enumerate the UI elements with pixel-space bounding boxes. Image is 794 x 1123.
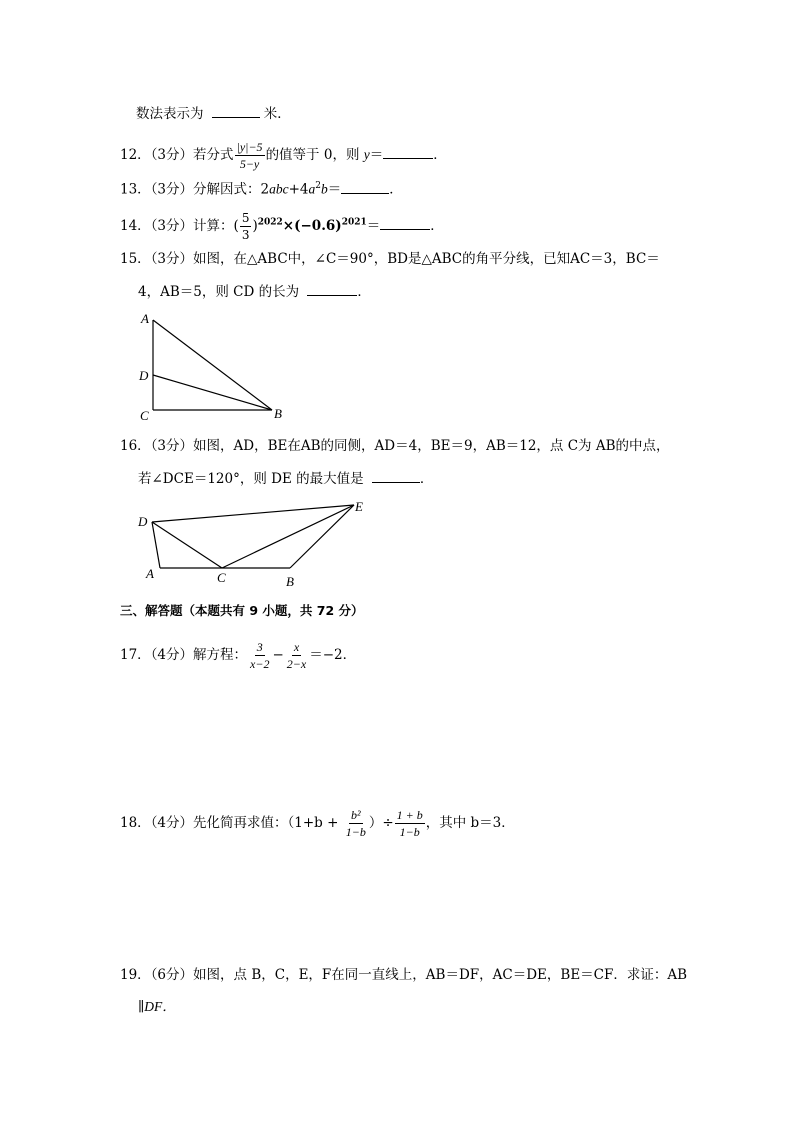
times-term: ×(−0.6) bbox=[282, 218, 342, 234]
label-a: A bbox=[141, 311, 149, 326]
question-score: （6分） bbox=[150, 967, 194, 983]
expr-part: abc bbox=[269, 181, 289, 197]
bisector-bd bbox=[153, 375, 272, 410]
answer-blank[interactable] bbox=[212, 104, 260, 118]
fraction-numerator: |y|−5 bbox=[236, 140, 263, 154]
question-number: 19． bbox=[120, 967, 151, 983]
period: ． bbox=[433, 147, 447, 163]
fraction bbox=[344, 808, 368, 839]
question-score: （3分） bbox=[150, 147, 194, 163]
question-number: 15． bbox=[120, 251, 151, 267]
period: ． bbox=[430, 218, 444, 234]
answer-blank[interactable] bbox=[341, 180, 389, 194]
equals: ＝ bbox=[366, 218, 381, 234]
answer-blank[interactable] bbox=[372, 469, 420, 483]
question-14 bbox=[120, 211, 444, 242]
fraction bbox=[248, 640, 271, 671]
question-17 bbox=[120, 640, 356, 671]
question-number: 14． bbox=[120, 218, 151, 234]
label-b: B bbox=[286, 574, 294, 589]
fraction-denominator: 1−b bbox=[345, 825, 366, 839]
paren-close: ) bbox=[252, 218, 258, 234]
question-score: （3分） bbox=[150, 438, 194, 454]
q19-text-2: ∥DF． bbox=[138, 999, 176, 1014]
variable: y bbox=[363, 147, 370, 162]
fraction-numerator: b² bbox=[350, 808, 361, 822]
q12-mid: 的值等于 0，则 bbox=[265, 147, 364, 163]
q12-prefix: 若分式 bbox=[193, 147, 234, 163]
question-16-line1 bbox=[120, 437, 670, 455]
quadrilateral-figure-q16 bbox=[130, 496, 380, 592]
expr-part: b bbox=[321, 181, 328, 197]
rhs: ＝−2． bbox=[309, 647, 357, 663]
q11-text: 数法表示为 bbox=[136, 106, 204, 122]
segment-dc bbox=[152, 522, 222, 568]
fraction-numerator: 5 bbox=[241, 211, 250, 225]
fraction bbox=[240, 211, 252, 242]
question-15-line1 bbox=[120, 250, 660, 268]
q18-prefix: 先化简再求值：（1+b + bbox=[193, 815, 343, 831]
question-score: （3分） bbox=[150, 218, 194, 234]
equals: ＝ bbox=[327, 181, 342, 198]
question-number: 13． bbox=[120, 181, 151, 198]
fraction-denominator: x−2 bbox=[250, 657, 270, 671]
question-score: （3分） bbox=[150, 181, 194, 198]
q13-prefix: 分解因式： bbox=[193, 181, 261, 198]
label-c: C bbox=[217, 570, 226, 585]
segment-da bbox=[152, 522, 160, 568]
q16-text: 如图，AD，BE在AB的同侧，AD＝4，BE＝9，AB＝12，点 C为 AB的中点， bbox=[193, 438, 670, 454]
question-score: （4分） bbox=[150, 815, 194, 831]
q17-prefix: 解方程： bbox=[193, 647, 248, 663]
answer-blank[interactable] bbox=[380, 216, 430, 230]
fraction-denominator: 5−y bbox=[239, 157, 260, 171]
question-19-line2 bbox=[138, 998, 176, 1016]
period: ． bbox=[389, 181, 403, 198]
label-c: C bbox=[140, 408, 149, 423]
fraction-numerator: x bbox=[293, 640, 300, 654]
fraction-denominator: 3 bbox=[241, 228, 250, 242]
side-ab bbox=[153, 320, 272, 410]
expr-part: a bbox=[308, 181, 316, 197]
q19-text: 如图，点 B，C，E，F在同一直线上，AB＝DF，AC＝DE，BE＝CF．求证：AB bbox=[193, 967, 688, 983]
q16-text-2: 若∠DCE＝120°，则 DE 的最大值是 bbox=[138, 471, 364, 487]
fraction bbox=[235, 140, 265, 171]
question-16-line2 bbox=[138, 469, 433, 488]
q15-text-2: 4，AB＝5，则 CD 的长为 bbox=[138, 284, 300, 300]
label-d: D bbox=[139, 368, 149, 383]
fraction-numerator: 3 bbox=[256, 640, 263, 654]
fraction bbox=[395, 808, 425, 839]
question-number: 17． bbox=[120, 647, 151, 663]
question-number: 16． bbox=[120, 438, 151, 454]
label-d: D bbox=[138, 514, 148, 529]
question-13 bbox=[120, 177, 403, 199]
period: ． bbox=[357, 284, 371, 300]
triangle-figure-q15 bbox=[130, 308, 300, 426]
question-score: （4分） bbox=[150, 647, 194, 663]
question-number: 12． bbox=[120, 147, 151, 163]
q18-post: ，其中 b＝3． bbox=[425, 815, 515, 831]
q11-unit: 米． bbox=[263, 106, 291, 122]
label-e: E bbox=[355, 499, 363, 514]
question-number: 18． bbox=[120, 815, 151, 831]
expr-part: 2 bbox=[260, 181, 270, 198]
exponent: 2022 bbox=[257, 217, 283, 228]
fraction-denominator: 2−x bbox=[286, 657, 307, 671]
q18-mid: ）÷ bbox=[368, 815, 394, 831]
answer-blank[interactable] bbox=[307, 282, 357, 296]
q14-prefix: 计算：( bbox=[193, 218, 239, 234]
question-18 bbox=[120, 808, 515, 839]
fraction bbox=[285, 640, 308, 671]
exponent: 2021 bbox=[341, 217, 367, 228]
expr-part: +4 bbox=[288, 181, 309, 198]
question-12 bbox=[120, 140, 447, 171]
fraction-denominator: 1−b bbox=[399, 825, 420, 839]
equals: ＝ bbox=[369, 147, 384, 163]
exponent: 2 bbox=[315, 181, 322, 191]
segment-be bbox=[290, 505, 354, 568]
section-heading: 三、解答题（本题共有 9 小题，共 72 分） bbox=[120, 603, 364, 618]
q11-tail bbox=[136, 104, 291, 123]
answer-blank[interactable] bbox=[383, 145, 433, 159]
label-b: B bbox=[274, 406, 282, 421]
q15-text: 如图，在△ABC中，∠C＝90°，BD是△ABC的角平分线，已知AC＝3，BC＝ bbox=[193, 251, 660, 267]
minus: − bbox=[272, 647, 284, 663]
label-a: A bbox=[146, 566, 154, 581]
question-15-line2 bbox=[138, 282, 371, 301]
question-score: （3分） bbox=[150, 251, 194, 267]
question-19-line1 bbox=[120, 966, 687, 984]
period: ． bbox=[419, 471, 434, 487]
fraction-numerator: 1 + b bbox=[396, 808, 423, 822]
